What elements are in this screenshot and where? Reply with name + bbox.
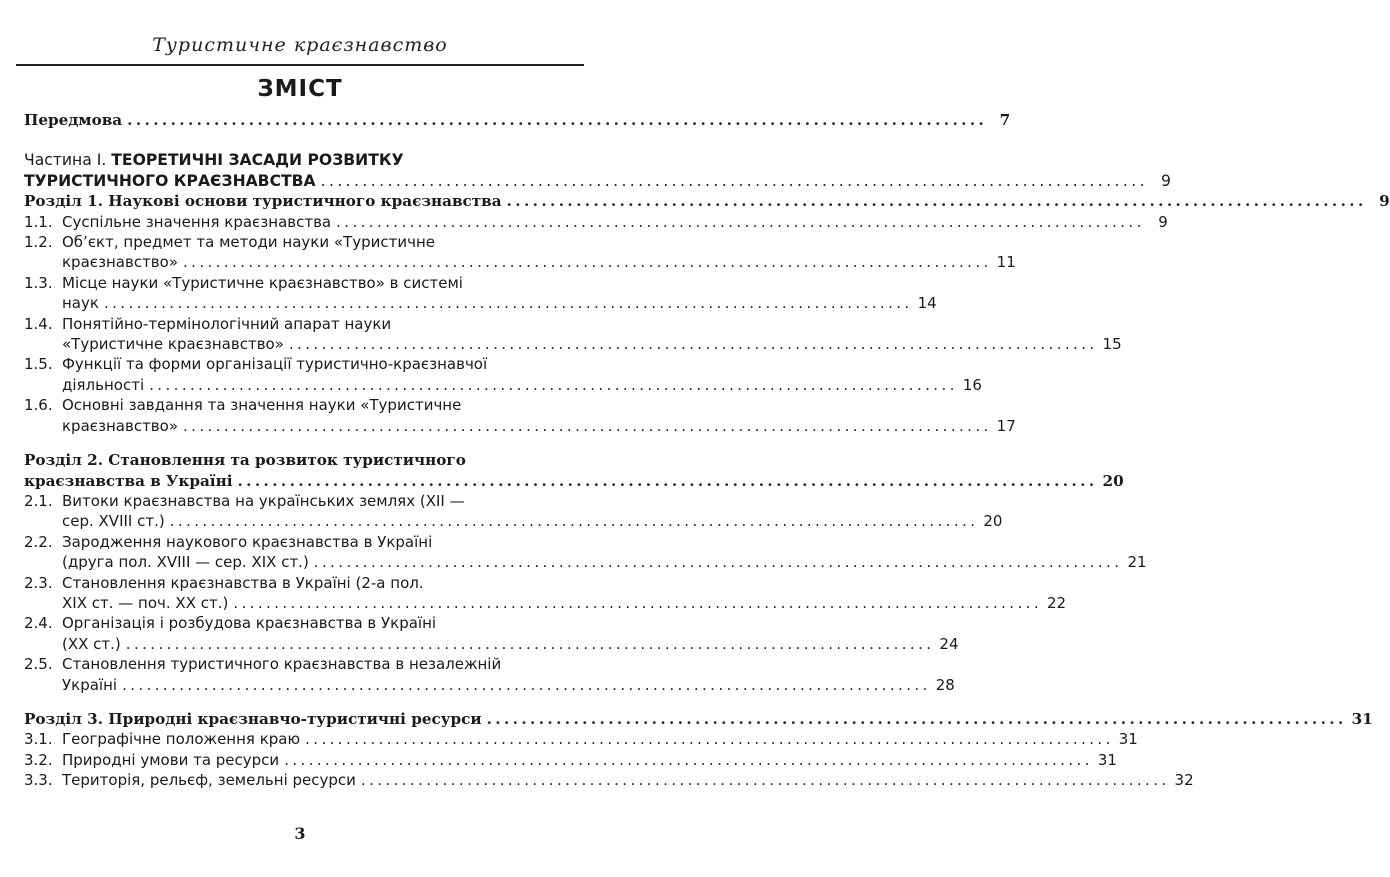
dot-leader: ................................................................................................... — [149, 375, 958, 394]
subsection-number: 1.6. — [24, 396, 53, 415]
toc-entry-text-line2: діяльності — [62, 375, 145, 394]
toc-page-number: 11 — [996, 253, 1016, 272]
toc-entry-text-line1: Розділ 2. Становлення та розвиток туристичного — [24, 451, 466, 470]
subsection-number: 3.1. — [24, 730, 53, 749]
dot-leader: ................................................................................................... — [506, 192, 1367, 211]
toc-entry-text-line2: краєзнавство» — [62, 416, 179, 435]
dot-leader: ................................................................................................... — [127, 111, 988, 129]
toc-entry-section-1[interactable] — [24, 191, 1390, 211]
page-number: 3 — [294, 824, 306, 843]
toc-entry-2-1[interactable] — [24, 491, 1003, 532]
toc-page-number: 31 — [1118, 730, 1138, 749]
dot-leader: ................................................................................................... — [125, 634, 935, 653]
dot-leader: ................................................................................................... — [122, 675, 931, 694]
dot-leader: ................................................................................................... — [288, 335, 1098, 354]
toc-page-number: 16 — [962, 375, 982, 394]
dot-leader: ................................................................................................... — [183, 253, 992, 272]
header-rule — [16, 64, 584, 66]
dot-leader: ................................................................................................... — [313, 553, 1123, 572]
toc-entry-3-2[interactable] — [24, 750, 1117, 770]
toc-entry-text-line2: наук — [62, 294, 99, 313]
toc-page-number: 15 — [1102, 335, 1122, 354]
toc-entry-text: Передмова — [24, 111, 123, 129]
subsection-number: 2.1. — [24, 491, 53, 510]
toc-entry-text-line1: Становлення краєзнавства в Україні (2-а пол. — [62, 573, 424, 592]
toc-entry-1-6[interactable] — [24, 395, 1016, 436]
dot-leader: ................................................................................................... — [284, 750, 1093, 769]
toc-page-number: 17 — [996, 416, 1016, 435]
toc-entry-section-3[interactable] — [24, 709, 1373, 729]
toc-entry-1-3[interactable] — [24, 273, 937, 314]
subsection-number: 3.2. — [24, 750, 53, 769]
toc-page-number: 32 — [1174, 771, 1194, 790]
toc-entry-text-line1: Понятійно-термінологічний апарат науки — [62, 314, 392, 333]
subsection-number: 2.4. — [24, 614, 53, 633]
dot-leader: ................................................................................................... — [336, 212, 1145, 231]
toc-entry-text: Суспільне значення краєзнавства — [62, 212, 332, 231]
dot-leader: ................................................................................................... — [360, 771, 1170, 790]
part-title-line1: ТЕОРЕТИЧНІ ЗАСАДИ РОЗВИТКУ — [111, 151, 404, 170]
dot-leader: ................................................................................................... — [320, 171, 1148, 190]
toc-entry-text-line1: Функції та форми організації туристично-краєзнавчої — [62, 355, 488, 374]
toc-entry-part-1[interactable] — [24, 150, 1171, 191]
subsection-number: 2.5. — [24, 655, 53, 674]
toc-page-number: 21 — [1127, 553, 1147, 572]
toc-page-number: 7 — [999, 111, 1011, 129]
toc-entry-text: Географічне положення краю — [62, 730, 301, 749]
toc-page-number: 9 — [1379, 192, 1390, 211]
toc-entry-text: Розділ 1. Наукові основи туристичного краєзнавства — [24, 192, 502, 211]
running-header — [0, 0, 600, 60]
toc-entry-3-3[interactable] — [24, 770, 1194, 790]
toc-page-number: 9 — [1161, 171, 1171, 190]
dot-leader: ................................................................................................... — [486, 709, 1347, 728]
toc-entry-1-1[interactable] — [24, 212, 1168, 232]
toc-page-number: 31 — [1351, 709, 1373, 728]
dot-leader: ................................................................................................... — [183, 416, 992, 435]
toc-entry-1-2[interactable] — [24, 232, 1016, 273]
subsection-number: 1.4. — [24, 314, 53, 333]
subsection-number: 2.3. — [24, 573, 53, 592]
toc-entry-2-5[interactable] — [24, 654, 955, 695]
toc-entry-2-4[interactable] — [24, 613, 959, 654]
subsection-number: 1.3. — [24, 273, 53, 292]
toc-entry-text-line1: Зародження наукового краєзнавства в Україні — [62, 532, 433, 551]
toc-page-number: 28 — [935, 675, 955, 694]
toc-page-number: 31 — [1097, 750, 1117, 769]
subsection-number: 2.2. — [24, 532, 53, 551]
toc-entry-3-1[interactable] — [24, 729, 1138, 749]
toc-entry-section-2[interactable] — [24, 450, 1124, 491]
dot-leader: ................................................................................................... — [305, 730, 1114, 749]
toc-entry-text-line1: Становлення туристичного краєзнавства в незалежній — [62, 655, 502, 674]
toc-page-number: 9 — [1158, 212, 1168, 231]
toc-entry-text: Природні умови та ресурси — [62, 750, 280, 769]
subsection-number: 1.1. — [24, 212, 53, 231]
table-of-contents — [24, 110, 1390, 791]
toc-entry-2-2[interactable] — [24, 532, 1147, 573]
toc-page-number: 14 — [917, 294, 937, 313]
toc-page-number: 20 — [983, 512, 1003, 531]
running-title: Туристичне краєзнавство — [152, 34, 448, 56]
toc-entry-1-4[interactable] — [24, 314, 1122, 355]
part-label: Частина І. — [24, 151, 107, 170]
toc-entry-text-line1: Місце науки «Туристичне краєзнавство» в системі — [62, 273, 463, 292]
toc-page-number: 20 — [1102, 471, 1124, 490]
subsection-number: 1.2. — [24, 233, 53, 252]
toc-entry-text-line1: Основні завдання та значення науки «Туристичне — [62, 396, 462, 415]
toc-entry-text-line2: XIX ст. — поч. XX ст.) — [62, 593, 229, 612]
toc-entry-text-line2: (друга пол. XVIII — сер. XIX ст.) — [62, 553, 309, 572]
dot-leader: ................................................................................................... — [237, 471, 1098, 490]
dot-leader: ................................................................................................... — [233, 593, 1042, 612]
toc-entry-text-line2: сер. XVIII ст.) — [62, 512, 165, 531]
toc-entry-text-line2: Україні — [62, 675, 118, 694]
toc-page-number: 22 — [1046, 593, 1067, 612]
toc-title: ЗМІСТ — [257, 76, 343, 102]
toc-entry-2-3[interactable] — [24, 573, 1067, 614]
toc-entry-text-line2: «Туристичне краєзнавство» — [62, 335, 284, 354]
dot-leader: ................................................................................................... — [103, 294, 913, 313]
toc-entry-text-line2: (XX ст.) — [62, 634, 121, 653]
part-title-line2: ТУРИСТИЧНОГО КРАЄЗНАВСТВА — [24, 171, 316, 190]
toc-entry-text: Територія, рельєф, земельні ресурси — [62, 771, 356, 790]
toc-entry-preface[interactable] — [24, 110, 1011, 130]
toc-entry-text-line1: Об’єкт, предмет та методи науки «Туристичне — [62, 233, 435, 252]
toc-entry-text: Розділ 3. Природні краєзнавчо-туристичні ресурси — [24, 709, 482, 728]
toc-entry-text-line2: краєзнавства в Україні — [24, 471, 233, 490]
dot-leader: ................................................................................................... — [169, 512, 979, 531]
toc-entry-1-5[interactable] — [24, 354, 982, 395]
subsection-number: 1.5. — [24, 355, 53, 374]
toc-page-number: 24 — [939, 634, 959, 653]
toc-entry-text-line2: краєзнавство» — [62, 253, 179, 272]
toc-entry-text-line1: Витоки краєзнавства на українських землях (XII — — [62, 491, 465, 510]
toc-entry-text-line1: Організація і розбудова краєзнавства в Україні — [62, 614, 437, 633]
subsection-number: 3.3. — [24, 771, 53, 790]
